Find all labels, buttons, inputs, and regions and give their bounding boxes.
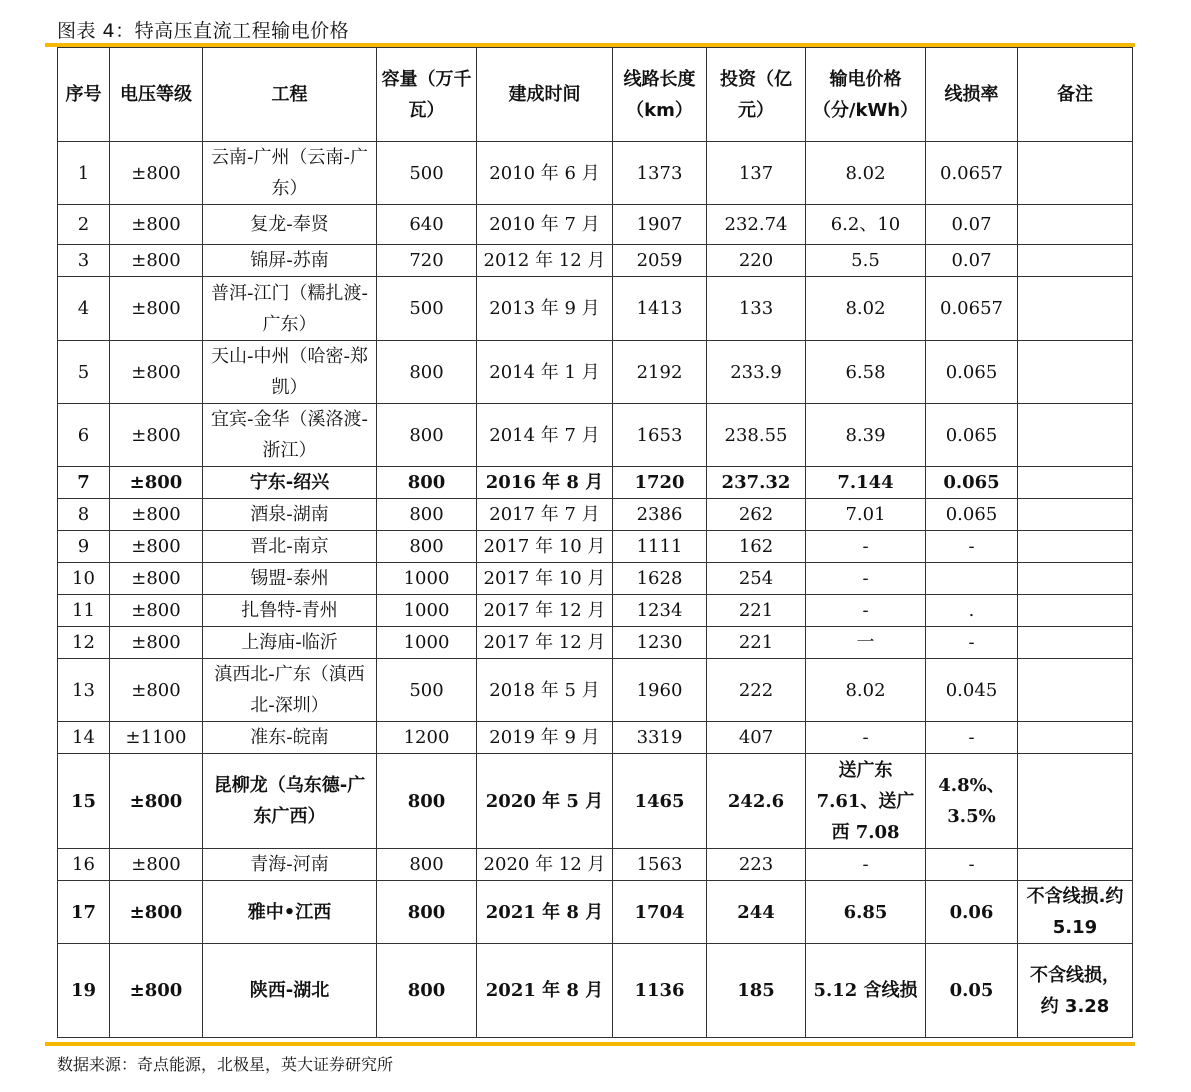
cell-project-name: 复龙-奉贤 xyxy=(203,205,377,245)
bottom-accent-rule xyxy=(45,1042,1135,1046)
cell-remark xyxy=(1018,627,1133,659)
cell-transmission-price: 5.5 xyxy=(806,245,926,277)
cell-project-name: 普洱-江门（糯扎渡-广东） xyxy=(203,277,377,341)
cell-voltage-level: ±800 xyxy=(110,341,203,404)
cell-line-length: 1653 xyxy=(613,404,707,467)
table-row xyxy=(58,205,1133,245)
cell-voltage-level: ±800 xyxy=(110,499,203,531)
cell-transmission-price: - xyxy=(806,849,926,881)
table-row xyxy=(58,659,1133,722)
table-row xyxy=(58,881,1133,944)
cell-remark: 不含线损.约 5.19 xyxy=(1018,881,1133,944)
cell-capacity: 500 xyxy=(377,277,477,341)
cell-remark xyxy=(1018,595,1133,627)
cell-voltage-level: ±800 xyxy=(110,944,203,1038)
header-note: 备注 xyxy=(1018,48,1133,142)
cell-investment: 220 xyxy=(707,245,806,277)
cell-remark: 不含线损，约 3.28 xyxy=(1018,944,1133,1038)
cell-line-length: 2386 xyxy=(613,499,707,531)
table-row xyxy=(58,754,1133,849)
header-voltage: 电压等级 xyxy=(110,48,203,142)
table-row xyxy=(58,627,1133,659)
figure-title: 图表 4：特高压直流工程输电价格 xyxy=(57,20,350,42)
cell-row-number: 5 xyxy=(58,341,110,404)
header-price: 输电价格（分/kWh） xyxy=(806,48,926,142)
uhv-dc-price-table xyxy=(57,47,1133,1038)
cell-row-number: 1 xyxy=(58,142,110,205)
cell-remark xyxy=(1018,722,1133,754)
cell-build-date: 2021 年 8 月 xyxy=(477,944,613,1038)
cell-project-name: 滇西北-广东（滇西北-深圳） xyxy=(203,659,377,722)
cell-project-name: 陕西-湖北 xyxy=(203,944,377,1038)
cell-line-length: 2059 xyxy=(613,245,707,277)
cell-transmission-price: 6.58 xyxy=(806,341,926,404)
cell-remark xyxy=(1018,563,1133,595)
cell-project-name: 天山-中州（哈密-郑凯） xyxy=(203,341,377,404)
cell-line-loss-rate: 0.07 xyxy=(926,205,1018,245)
cell-build-date: 2014 年 1 月 xyxy=(477,341,613,404)
cell-build-date: 2020 年 5 月 xyxy=(477,754,613,849)
cell-line-length: 1413 xyxy=(613,277,707,341)
cell-remark xyxy=(1018,531,1133,563)
cell-capacity: 500 xyxy=(377,659,477,722)
cell-line-loss-rate: 0.0657 xyxy=(926,277,1018,341)
cell-transmission-price: 一 xyxy=(806,627,926,659)
cell-transmission-price: 8.39 xyxy=(806,404,926,467)
cell-row-number: 7 xyxy=(58,467,110,499)
cell-line-length: 1563 xyxy=(613,849,707,881)
header-built: 建成时间 xyxy=(477,48,613,142)
cell-build-date: 2010 年 7 月 xyxy=(477,205,613,245)
cell-capacity: 800 xyxy=(377,341,477,404)
table-row xyxy=(58,245,1133,277)
cell-voltage-level: ±800 xyxy=(110,142,203,205)
cell-remark xyxy=(1018,277,1133,341)
cell-transmission-price: - xyxy=(806,595,926,627)
cell-line-loss-rate: 0.065 xyxy=(926,499,1018,531)
cell-build-date: 2016 年 8 月 xyxy=(477,467,613,499)
cell-capacity: 1200 xyxy=(377,722,477,754)
cell-row-number: 14 xyxy=(58,722,110,754)
cell-line-loss-rate xyxy=(926,563,1018,595)
cell-capacity: 800 xyxy=(377,531,477,563)
cell-investment: 222 xyxy=(707,659,806,722)
cell-capacity: 800 xyxy=(377,881,477,944)
cell-line-loss-rate: - xyxy=(926,627,1018,659)
cell-build-date: 2014 年 7 月 xyxy=(477,404,613,467)
table-row xyxy=(58,563,1133,595)
cell-voltage-level: ±800 xyxy=(110,245,203,277)
data-source-note: 数据来源：奇点能源，北极星，英大证券研究所 xyxy=(57,1055,394,1074)
cell-row-number: 19 xyxy=(58,944,110,1038)
cell-transmission-price: 5.12 含线损 xyxy=(806,944,926,1038)
cell-investment: 137 xyxy=(707,142,806,205)
cell-investment: 262 xyxy=(707,499,806,531)
cell-line-loss-rate: - xyxy=(926,531,1018,563)
cell-project-name: 晋北-南京 xyxy=(203,531,377,563)
cell-build-date: 2019 年 9 月 xyxy=(477,722,613,754)
cell-capacity: 1000 xyxy=(377,627,477,659)
cell-remark xyxy=(1018,659,1133,722)
cell-voltage-level: ±800 xyxy=(110,467,203,499)
header-no: 序号 xyxy=(58,48,110,142)
cell-row-number: 17 xyxy=(58,881,110,944)
cell-investment: 223 xyxy=(707,849,806,881)
table-row xyxy=(58,404,1133,467)
cell-line-loss-rate: . xyxy=(926,595,1018,627)
cell-remark xyxy=(1018,205,1133,245)
cell-line-length: 1720 xyxy=(613,467,707,499)
cell-build-date: 2018 年 5 月 xyxy=(477,659,613,722)
cell-line-loss-rate: 0.065 xyxy=(926,341,1018,404)
cell-line-length: 1960 xyxy=(613,659,707,722)
cell-remark xyxy=(1018,142,1133,205)
cell-row-number: 12 xyxy=(58,627,110,659)
cell-line-length: 2192 xyxy=(613,341,707,404)
table-row xyxy=(58,531,1133,563)
table-row xyxy=(58,277,1133,341)
cell-capacity: 800 xyxy=(377,404,477,467)
cell-row-number: 16 xyxy=(58,849,110,881)
cell-project-name: 雅中•江西 xyxy=(203,881,377,944)
cell-voltage-level: ±800 xyxy=(110,205,203,245)
cell-capacity: 1000 xyxy=(377,563,477,595)
cell-line-loss-rate: 0.06 xyxy=(926,881,1018,944)
cell-build-date: 2013 年 9 月 xyxy=(477,277,613,341)
cell-remark xyxy=(1018,404,1133,467)
cell-line-length: 1230 xyxy=(613,627,707,659)
cell-remark xyxy=(1018,467,1133,499)
cell-build-date: 2017 年 10 月 xyxy=(477,563,613,595)
cell-investment: 242.6 xyxy=(707,754,806,849)
cell-row-number: 3 xyxy=(58,245,110,277)
table-row xyxy=(58,849,1133,881)
header-length: 线路长度（km） xyxy=(613,48,707,142)
cell-line-length: 1111 xyxy=(613,531,707,563)
cell-remark xyxy=(1018,849,1133,881)
cell-investment: 221 xyxy=(707,627,806,659)
cell-investment: 185 xyxy=(707,944,806,1038)
cell-transmission-price: 送广东 7.61、送广西 7.08 xyxy=(806,754,926,849)
cell-line-loss-rate: 0.065 xyxy=(926,404,1018,467)
cell-investment: 238.55 xyxy=(707,404,806,467)
cell-build-date: 2021 年 8 月 xyxy=(477,881,613,944)
cell-voltage-level: ±800 xyxy=(110,754,203,849)
cell-build-date: 2017 年 12 月 xyxy=(477,627,613,659)
table-body xyxy=(58,142,1133,1038)
cell-capacity: 800 xyxy=(377,944,477,1038)
cell-row-number: 4 xyxy=(58,277,110,341)
cell-build-date: 2020 年 12 月 xyxy=(477,849,613,881)
cell-transmission-price: - xyxy=(806,531,926,563)
cell-project-name: 云南-广州（云南-广东） xyxy=(203,142,377,205)
cell-line-length: 1628 xyxy=(613,563,707,595)
cell-capacity: 800 xyxy=(377,754,477,849)
cell-line-loss-rate: 0.07 xyxy=(926,245,1018,277)
cell-voltage-level: ±800 xyxy=(110,404,203,467)
cell-project-name: 酒泉-湖南 xyxy=(203,499,377,531)
cell-voltage-level: ±800 xyxy=(110,277,203,341)
cell-line-loss-rate: 0.05 xyxy=(926,944,1018,1038)
cell-voltage-level: ±1100 xyxy=(110,722,203,754)
table-row xyxy=(58,944,1133,1038)
table-row xyxy=(58,341,1133,404)
cell-voltage-level: ±800 xyxy=(110,595,203,627)
cell-line-length: 1704 xyxy=(613,881,707,944)
cell-build-date: 2010 年 6 月 xyxy=(477,142,613,205)
cell-line-loss-rate: - xyxy=(926,849,1018,881)
cell-project-name: 扎鲁特-青州 xyxy=(203,595,377,627)
cell-voltage-level: ±800 xyxy=(110,849,203,881)
cell-investment: 237.32 xyxy=(707,467,806,499)
cell-capacity: 640 xyxy=(377,205,477,245)
cell-transmission-price: - xyxy=(806,563,926,595)
cell-voltage-level: ±800 xyxy=(110,563,203,595)
cell-project-name: 上海庙-临沂 xyxy=(203,627,377,659)
header-row xyxy=(58,48,1133,142)
header-loss: 线损率 xyxy=(926,48,1018,142)
cell-investment: 133 xyxy=(707,277,806,341)
table-row xyxy=(58,595,1133,627)
cell-investment: 162 xyxy=(707,531,806,563)
cell-build-date: 2017 年 10 月 xyxy=(477,531,613,563)
cell-project-name: 宜宾-金华（溪洛渡-浙江） xyxy=(203,404,377,467)
cell-line-length: 1373 xyxy=(613,142,707,205)
cell-investment: 254 xyxy=(707,563,806,595)
cell-row-number: 9 xyxy=(58,531,110,563)
cell-investment: 233.9 xyxy=(707,341,806,404)
header-project: 工程 xyxy=(203,48,377,142)
cell-line-loss-rate: 0.0657 xyxy=(926,142,1018,205)
cell-remark xyxy=(1018,754,1133,849)
header-investment: 投资（亿元） xyxy=(707,48,806,142)
cell-capacity: 1000 xyxy=(377,595,477,627)
cell-transmission-price: 6.2、10 xyxy=(806,205,926,245)
cell-project-name: 宁东-绍兴 xyxy=(203,467,377,499)
cell-project-name: 锡盟-泰州 xyxy=(203,563,377,595)
cell-line-loss-rate: 0.045 xyxy=(926,659,1018,722)
cell-row-number: 10 xyxy=(58,563,110,595)
cell-capacity: 800 xyxy=(377,467,477,499)
cell-transmission-price: 8.02 xyxy=(806,659,926,722)
cell-project-name: 锦屏-苏南 xyxy=(203,245,377,277)
cell-capacity: 720 xyxy=(377,245,477,277)
cell-row-number: 13 xyxy=(58,659,110,722)
cell-investment: 232.74 xyxy=(707,205,806,245)
cell-line-length: 1136 xyxy=(613,944,707,1038)
cell-investment: 221 xyxy=(707,595,806,627)
cell-line-loss-rate: - xyxy=(926,722,1018,754)
cell-capacity: 800 xyxy=(377,849,477,881)
header-capacity: 容量（万千瓦） xyxy=(377,48,477,142)
cell-line-length: 1234 xyxy=(613,595,707,627)
cell-remark xyxy=(1018,341,1133,404)
cell-project-name: 昆柳龙（乌东德-广东广西） xyxy=(203,754,377,849)
cell-line-length: 1907 xyxy=(613,205,707,245)
cell-build-date: 2017 年 12 月 xyxy=(477,595,613,627)
table-row xyxy=(58,467,1133,499)
cell-line-length: 1465 xyxy=(613,754,707,849)
cell-investment: 244 xyxy=(707,881,806,944)
cell-project-name: 青海-河南 xyxy=(203,849,377,881)
cell-transmission-price: 8.02 xyxy=(806,277,926,341)
cell-row-number: 8 xyxy=(58,499,110,531)
cell-capacity: 800 xyxy=(377,499,477,531)
table-row xyxy=(58,722,1133,754)
cell-transmission-price: 8.02 xyxy=(806,142,926,205)
cell-transmission-price: 7.01 xyxy=(806,499,926,531)
table-row xyxy=(58,142,1133,205)
cell-voltage-level: ±800 xyxy=(110,627,203,659)
cell-voltage-level: ±800 xyxy=(110,659,203,722)
cell-transmission-price: 7.144 xyxy=(806,467,926,499)
cell-voltage-level: ±800 xyxy=(110,881,203,944)
cell-remark xyxy=(1018,245,1133,277)
table-row xyxy=(58,499,1133,531)
cell-transmission-price: 6.85 xyxy=(806,881,926,944)
cell-row-number: 2 xyxy=(58,205,110,245)
cell-project-name: 准东-皖南 xyxy=(203,722,377,754)
cell-transmission-price: - xyxy=(806,722,926,754)
cell-build-date: 2017 年 7 月 xyxy=(477,499,613,531)
cell-investment: 407 xyxy=(707,722,806,754)
cell-line-loss-rate: 4.8%、3.5% xyxy=(926,754,1018,849)
cell-line-loss-rate: 0.065 xyxy=(926,467,1018,499)
cell-row-number: 11 xyxy=(58,595,110,627)
cell-voltage-level: ±800 xyxy=(110,531,203,563)
cell-capacity: 500 xyxy=(377,142,477,205)
cell-line-length: 3319 xyxy=(613,722,707,754)
cell-remark xyxy=(1018,499,1133,531)
cell-build-date: 2012 年 12 月 xyxy=(477,245,613,277)
cell-row-number: 15 xyxy=(58,754,110,849)
cell-row-number: 6 xyxy=(58,404,110,467)
